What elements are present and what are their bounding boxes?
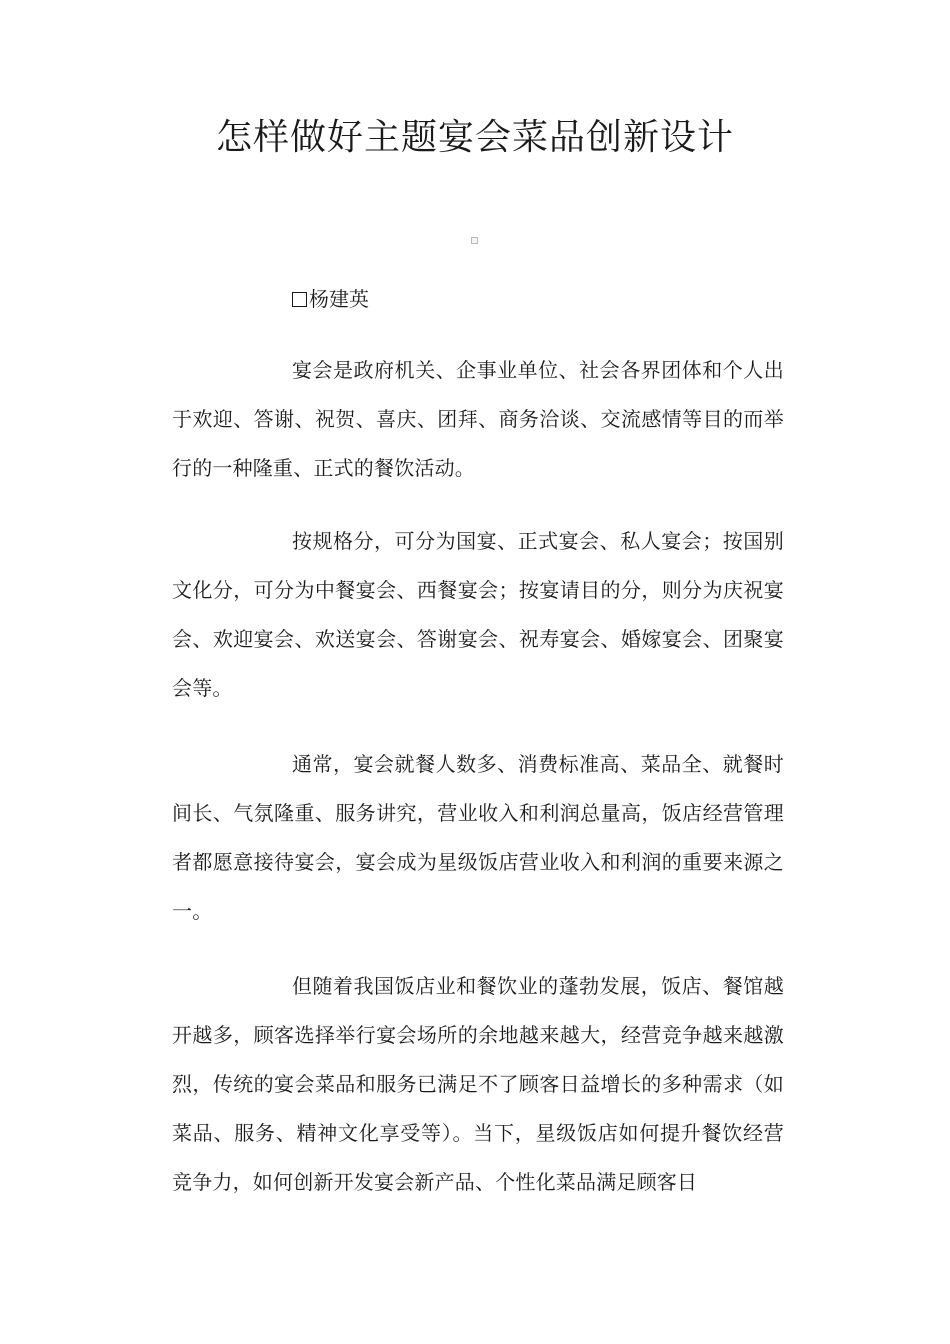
author-line <box>292 282 369 316</box>
body-paragraph: 按规格分，可分为国宴、正式宴会、私人宴会；按国别文化分，可分为中餐宴会、西餐宴会；按宴请目的分，则分为庆祝宴会、欢迎宴会、欢送宴会、答谢宴会、祝寿宴会、婚嫁宴会、团聚宴会等。 <box>172 529 784 700</box>
square-bullet-icon <box>292 292 307 307</box>
body-paragraph: 宴会是政府机关、企事业单位、社会各界团体和个人出于欢迎、答谢、祝贺、喜庆、团拜、商务洽谈、交流感情等目的而举行的一种隆重、正式的餐饮活动。 <box>172 358 784 480</box>
body-paragraph: 但随着我国饭店业和餐饮业的蓬勃发展，饭店、餐馆越开越多，顾客选择举行宴会场所的余地越来越大，经营竞争越来越激烈，传统的宴会菜品和服务已满足不了顾客日益增长的多种需求（如菜品、服务、精神文化享受等）。当下，星级饭店如何提升餐饮经营竞争力，如何创新开发宴会新产品、个性化菜品满足顾客日 <box>172 974 784 1194</box>
author-name: 杨建英 <box>309 287 369 311</box>
page-title: 怎样做好主题宴会菜品创新设计 <box>215 117 734 158</box>
body-paragraph: 通常，宴会就餐人数多、消费标准高、菜品全、就餐时间长、气氛隆重、服务讲究，营业收入和利润总量高，饭店经营管理者都愿意接待宴会，宴会成为星级饭店营业收入和利润的重要来源之一。 <box>172 752 784 923</box>
image-placeholder-icon <box>471 237 478 244</box>
